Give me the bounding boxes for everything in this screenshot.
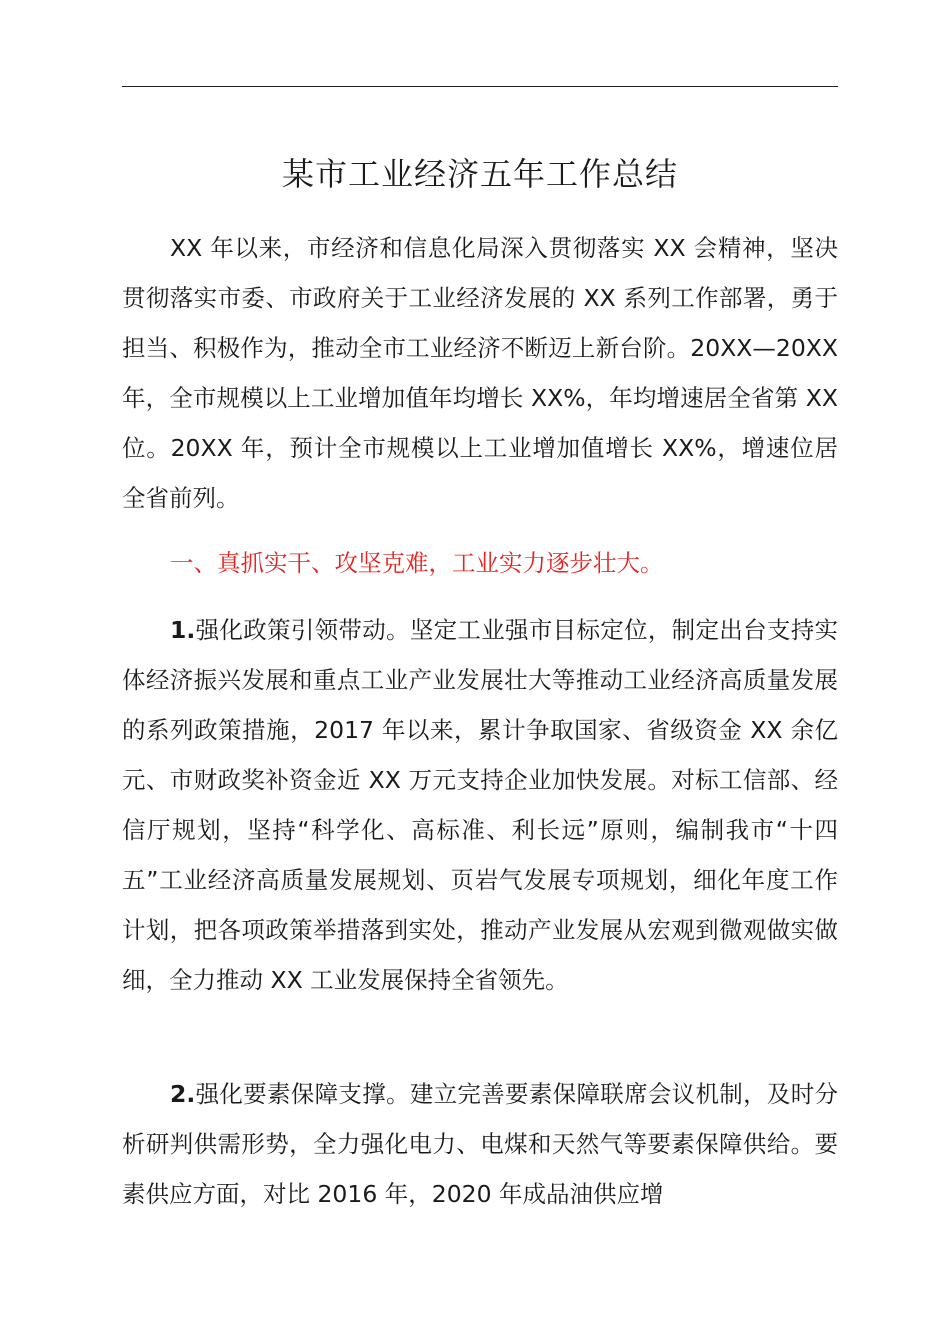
item-1-paragraph — [122, 605, 838, 1005]
intro-paragraph: XX 年以来，市经济和信息化局深入贯彻落实 XX 会精神，坚决贯彻落实市委、市政府关于工业经济发展的 XX 系列工作部署，勇于担当、积极作为，推动全市工业经济不断迈上新台阶。20XX—20XX 年，全市规模以上工业增加值年均增长 XX%，年均增速居全省第 XX 位。20XX 年，预计全市规模以上工业增加值增长 XX%，增速位居全省前列。 — [122, 234, 838, 512]
header-rule — [122, 86, 838, 87]
item-2-text: 强化要素保障支撑。建立完善要素保障联席会议机制，及时分析研判供需形势，全力强化电力、电煤和天然气等要素保障供给。要素供应方面，对比 2016 年，2020 年成品油供应增 — [122, 1080, 838, 1208]
item-2-number: 2. — [170, 1080, 196, 1108]
document-title: 某市工业经济五年工作总结 — [281, 155, 678, 193]
item-2-paragraph — [122, 1069, 838, 1219]
section-heading: 一、真抓实干、攻坚克难，工业实力逐步壮大。 — [170, 549, 664, 577]
item-1-number: 1. — [170, 616, 196, 644]
item-1-text: 强化政策引领带动。坚定工业强市目标定位，制定出台支持实体经济振兴发展和重点工业产业发展壮大等推动工业经济高质量发展的系列政策措施，2017 年以来，累计争取国家、省级资金 XX 余亿元、市财政奖补资金近 XX 万元支持企业加快发展。对标工信部、经信厅规划，坚持“科学化、高标准、利长远”原则，编制我市“十四五”工业经济高质量发展规划、页岩气发展专项规划，细化年度工作计划，把各项政策举措落到实处，推动产业发展从宏观到微观做实做细，全力推动 XX 工业发展保持全省领先。 — [122, 616, 838, 994]
